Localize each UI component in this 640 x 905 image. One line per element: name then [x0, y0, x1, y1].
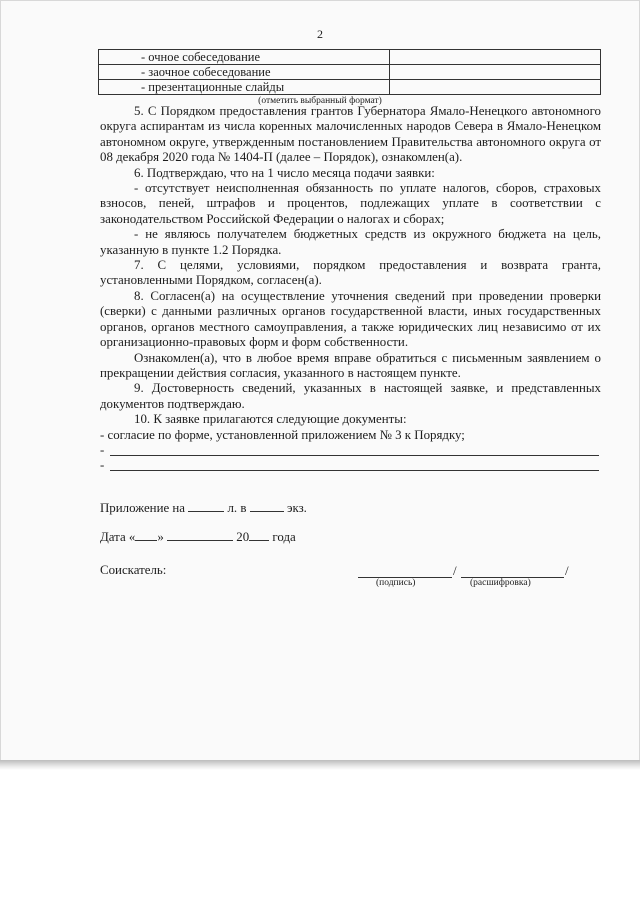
signature-caption: (подпись)	[376, 578, 416, 588]
date-prefix: Дата «	[100, 530, 136, 544]
paragraph-10: 10. К заявке прилагаются следующие документы:	[134, 412, 407, 427]
paragraph-6-item-2: - не являюсь получателем бюджетных средств из окружного бюджета на цель, указанную в пункте 1.2 Порядка.	[100, 227, 601, 257]
format-checkbox-cell[interactable]	[390, 65, 601, 80]
paragraph-8: 8. Согласен(а) на осуществление уточнения сведений при проведении проверки (сверки) с данными различных органов государственной власти, иных государственных органов, органов местного самоуправления, а также юридических лиц независимо от их организационно-правовых форм и форм собственности.	[100, 288, 601, 350]
underline-field	[110, 455, 599, 456]
page-edge-shadow	[0, 760, 640, 770]
paragraph-5: 5. С Порядком предоставления грантов Губернатора Ямало-Ненецкого автономного округа аспирантам из числа коренных малочисленных народов Севера в Ямало-Ненецком автономном округе, утвержденным постановлением Правительства автономного округа от 08 декабря 2020 года № 1404-П (далее – Порядок), ознакомлен(а).	[100, 104, 601, 165]
paragraph-7: 7. С целями, условиями, порядком предоставления и возврата гранта, установленными Порядком, согласен(а).	[100, 258, 601, 288]
signature-slash: /	[453, 563, 457, 578]
format-option: - очное собеседование	[99, 50, 390, 65]
date-line	[100, 528, 296, 545]
attachment-blank-line[interactable]	[100, 443, 601, 458]
copies-count-field[interactable]	[250, 499, 284, 512]
table-row	[99, 80, 601, 95]
format-checkbox-cell[interactable]	[390, 80, 601, 95]
pages-count-field[interactable]	[188, 499, 224, 512]
attachment-count-line	[100, 499, 307, 516]
applicant-label: Соискатель:	[100, 563, 167, 577]
attachment-suffix: экз.	[286, 501, 307, 515]
date-close-quote: »	[157, 530, 164, 544]
attachment-middle: л. в	[227, 501, 247, 515]
format-table	[98, 49, 601, 95]
paragraph-6: 6. Подтверждаю, что на 1 число месяца подачи заявки:	[134, 165, 435, 180]
day-field[interactable]	[135, 528, 157, 541]
underline-field	[110, 470, 599, 471]
date-suffix: года	[272, 530, 296, 544]
paragraph-8-notice: Ознакомлен(а), что в любое время вправе обратиться с письменным заявлением о прекращении действия согласия, указанного в настоящем пункте.	[100, 350, 601, 380]
table-row	[99, 65, 601, 80]
list-dash: -	[100, 458, 105, 473]
paragraph-9: 9. Достоверность сведений, указанных в настоящей заявке, и представленных документов подтверждаю.	[100, 381, 601, 411]
attachment-item-1: - согласие по форме, установленной приложением № 3 к Порядку;	[100, 427, 465, 442]
document-body	[100, 104, 601, 474]
attachment-prefix: Приложение на	[100, 501, 186, 515]
decode-caption: (расшифровка)	[470, 578, 531, 588]
month-field[interactable]	[167, 528, 233, 541]
signature-slash: /	[565, 563, 569, 578]
format-checkbox-cell[interactable]	[390, 50, 601, 65]
list-dash: -	[100, 442, 105, 457]
year-field[interactable]	[249, 528, 269, 541]
table-note: (отметить выбранный формат)	[258, 96, 382, 106]
year-prefix: 20	[236, 530, 250, 544]
format-option: - заочное собеседование	[99, 65, 390, 80]
attachment-blank-line[interactable]	[100, 458, 601, 473]
paragraph-6-item-1: - отсутствует неисполненная обязанность по уплате налогов, сборов, страховых взносов, пеней, штрафов и процентов, подлежащих уплате в соответствии с законодательством Российской Федерации о налогах и сборах;	[100, 181, 601, 226]
page-number: 2	[317, 27, 323, 41]
table-row	[99, 50, 601, 65]
format-option: - презентационные слайды	[99, 80, 390, 95]
